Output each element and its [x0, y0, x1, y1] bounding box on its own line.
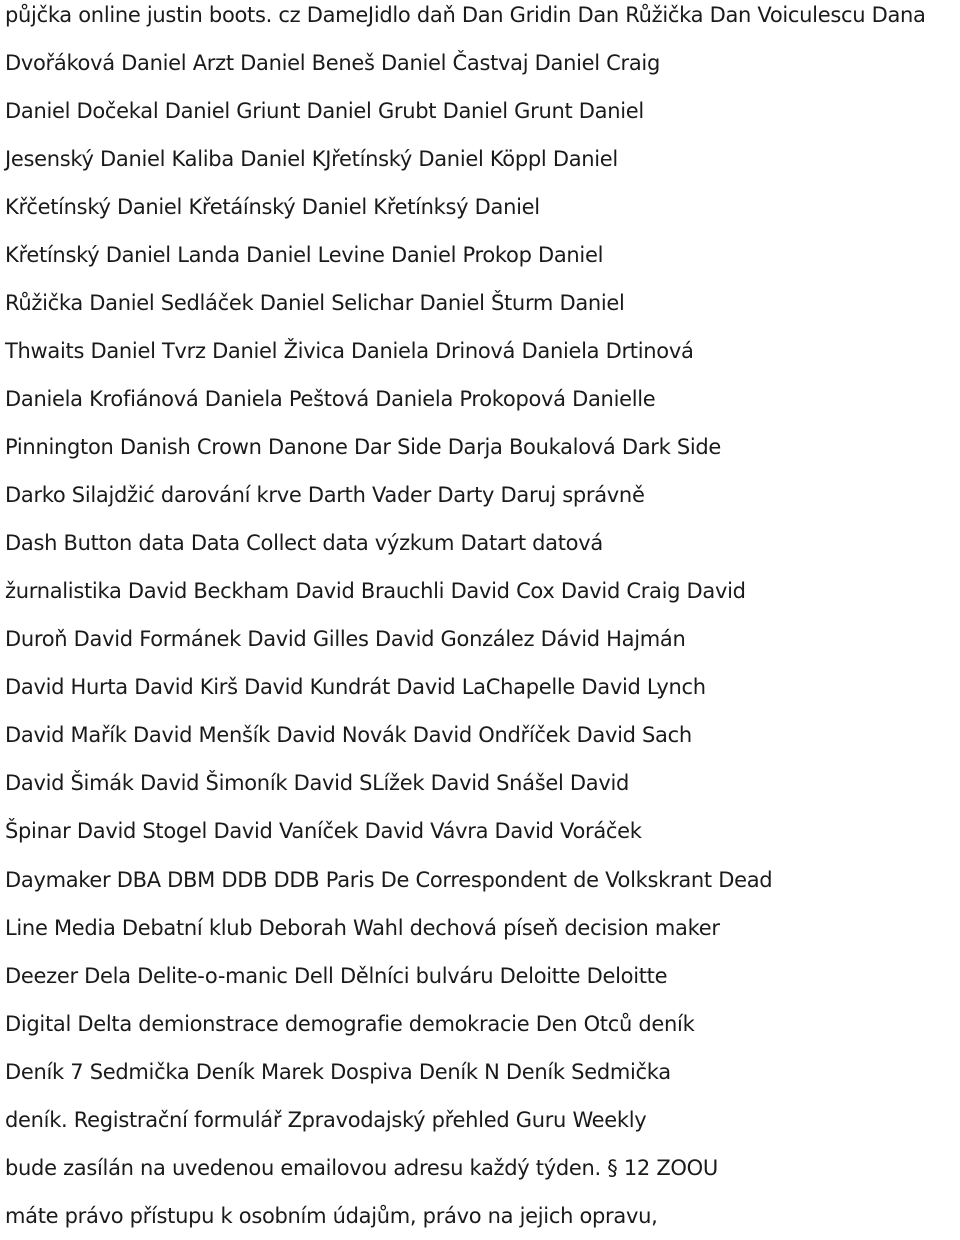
text-line: Jesenský Daniel Kaliba Daniel KJřetínský Daniel Köppl Daniel: [5, 147, 618, 171]
text-line: žurnalistika David Beckham David Brauchli David Cox David Craig David: [5, 579, 746, 603]
text-line: David Hurta David Kirš David Kundrát David LaChapelle David Lynch: [5, 675, 706, 699]
text-line: David Šimák David Šimoník David SLížek David Snášel David: [5, 771, 630, 795]
text-line: Darko Silajdžić darování krve Darth Vader Darty Daruj správně: [5, 483, 645, 507]
text-line: bude zasílán na uvedenou emailovou adresu každý týden. § 12 ZOOU: [5, 1156, 718, 1180]
text-line: Pinnington Danish Crown Danone Dar Side Darja Boukalová Dark Side: [5, 435, 722, 459]
text-line: Line Media Debatní klub Deborah Wahl dechová píseň decision maker: [5, 916, 720, 940]
text-line: Daniela Krofiánová Daniela Peštová Daniela Prokopová Danielle: [5, 387, 656, 411]
text-line: Křčetínský Daniel Křetáínský Daniel Křetínksý Daniel: [5, 195, 540, 219]
text-line: David Mařík David Menšík David Novák David Ondříček David Sach: [5, 723, 692, 747]
text-line: Deník 7 Sedmička Deník Marek Dospiva Deník N Deník Sedmička: [5, 1060, 671, 1084]
text-line: deník. Registrační formulář Zpravodajský přehled Guru Weekly: [5, 1108, 647, 1132]
text-line: Duroň David Formánek David Gilles David González Dávid Hajmán: [5, 627, 686, 651]
text-line: máte právo přístupu k osobním údajům, právo na jejich opravu,: [5, 1204, 658, 1228]
text-line: Špinar David Stogel David Vaníček David Vávra David Voráček: [5, 819, 642, 843]
text-line: Dvořáková Daniel Arzt Daniel Beneš Daniel Častvaj Daniel Craig: [5, 51, 660, 75]
text-line: půjčka online justin boots. cz DameJidlo daň Dan Gridin Dan Růžička Dan Voiculescu Dana: [5, 3, 926, 27]
text-line: Digital Delta demionstrace demografie demokracie Den Otců deník: [5, 1012, 695, 1036]
text-line: Thwaits Daniel Tvrz Daniel Živica Daniela Drinová Daniela Drtinová: [5, 339, 694, 363]
text-line: Deezer Dela Delite-o-manic Dell Dělníci bulváru Deloitte Deloitte: [5, 964, 668, 988]
text-line: Daniel Dočekal Daniel Griunt Daniel Grubt Daniel Grunt Daniel: [5, 99, 644, 123]
text-line: Křetínský Daniel Landa Daniel Levine Daniel Prokop Daniel: [5, 243, 604, 267]
text-line: Dash Button data Data Collect data výzkum Datart datová: [5, 531, 603, 555]
text-line: Růžička Daniel Sedláček Daniel Selichar Daniel Šturm Daniel: [5, 291, 625, 315]
text-line: Daymaker DBA DBM DDB DDB Paris De Correspondent de Volkskrant Dead: [5, 868, 773, 892]
